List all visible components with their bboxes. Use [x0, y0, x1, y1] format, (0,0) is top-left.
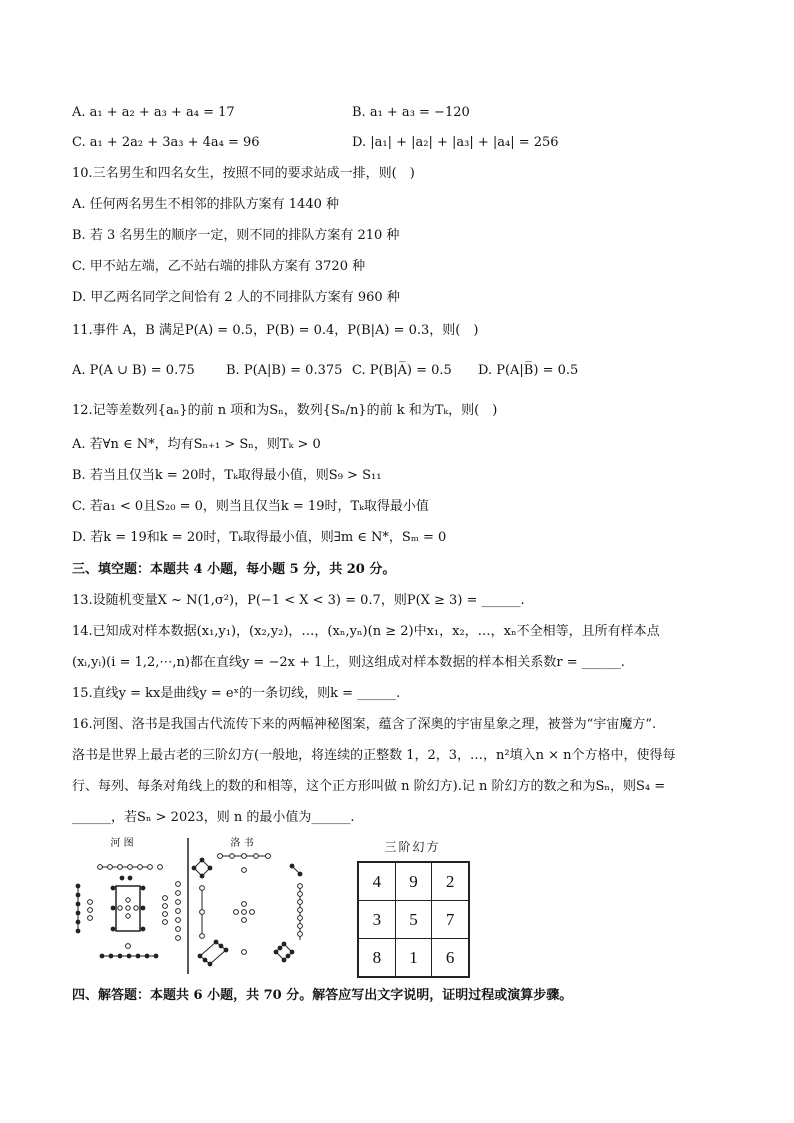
- q9-option-d: D. |a₁| + |a₂| + |a₃| + |a₄| = 256: [352, 135, 559, 150]
- q16-line-4: ______，若Sₙ > 2023，则 n 的最小值为______.: [72, 810, 355, 825]
- q11-option-d: D. P(A|B̅) = 0.5: [478, 363, 579, 378]
- magic-square-cell: 7: [432, 901, 469, 939]
- q11-option-a: A. P(A ∪ B) = 0.75: [72, 363, 195, 378]
- q12-option-d: D. 若k = 19和k = 20时，Tₖ取得最小值，则∃m ∈ N*，Sₘ = 0: [72, 530, 447, 545]
- q12-option-a: A. 若∀n ∈ N*，均有Sₙ₊₁ > Sₙ，则Tₖ > 0: [72, 437, 321, 452]
- magic-square-cell: 6: [432, 939, 469, 978]
- magic-square-title: 三阶幻方: [384, 840, 441, 854]
- q16-line-1: 16.河图、洛书是我国古代流传下来的两幅神秘图案，蕴含了深奥的宇宙星象之理，被誉为“宇宙魔方”.: [72, 717, 657, 732]
- q14-line-2: (xᵢ,yᵢ)(i = 1,2,⋯,n)都在直线y = −2x + 1上，则这组成对样本数据的样本相关系数r = ______.: [72, 655, 625, 670]
- magic-square: [357, 861, 470, 978]
- q12-option-c: C. 若a₁ < 0且S₂₀ = 0，则当且仅当k = 19时，Tₖ取得最小值: [72, 499, 429, 514]
- q10-option-a: A. 任何两名男生不相邻的排队方案有 1440 种: [72, 197, 340, 212]
- q13: 13.设随机变量X ~ N(1,σ²)，P(−1 < X < 3) = 0.7，则P(X ≥ 3) = ______.: [72, 593, 525, 608]
- magic-square-cell: 9: [395, 862, 432, 901]
- luoshu-label: 洛 书: [230, 838, 254, 849]
- q12-stem: 12.记等差数列{aₙ}的前 n 项和为Sₙ，数列{Sₙ/n}的前 k 和为Tₖ，则( ): [72, 403, 498, 418]
- magic-square-cell: 4: [358, 862, 395, 901]
- magic-square-cell: 5: [395, 901, 432, 939]
- q9-option-a: A. a₁ + a₂ + a₃ + a₄ = 17: [72, 105, 235, 120]
- q11-option-b: B. P(A|B) = 0.375: [226, 363, 343, 378]
- section-3-heading: 三、填空题：本题共 4 小题，每小题 5 分，共 20 分。: [72, 562, 396, 577]
- magic-square-cell: 2: [432, 862, 469, 901]
- q16-line-3: 行、每列、每条对角线上的数的和相等，这个正方形叫做 n 阶幻方).记 n 阶幻方的数之和为Sₙ，则S₄ =: [72, 779, 666, 794]
- q10-option-d: D. 甲乙两名同学之间恰有 2 人的不同排队方案有 960 种: [72, 290, 400, 305]
- q10-option-c: C. 甲不站左端，乙不站右端的排队方案有 3720 种: [72, 259, 366, 274]
- hetu-luoshu-diagram: [70, 836, 360, 976]
- q15: 15.直线y = kx是曲线y = eˣ的一条切线，则k = ______.: [72, 686, 401, 701]
- q16-line-2: 洛书是世界上最古老的三阶幻方(一般地，将连续的正整数 1，2，3，…，n²填入n × n个方格中，使得每: [72, 748, 676, 763]
- q10-stem: 10.三名男生和四名女生，按照不同的要求站成一排，则( ): [72, 166, 415, 181]
- q12-option-b: B. 若当且仅当k = 20时，Tₖ取得最小值，则S₉ > S₁₁: [72, 468, 382, 483]
- magic-square-cell: 3: [358, 901, 395, 939]
- hetu-label: 河 图: [110, 838, 134, 849]
- q10-option-b: B. 若 3 名男生的顺序一定，则不同的排队方案有 210 种: [72, 228, 400, 243]
- q11-option-c: C. P(B|A̅) = 0.5: [352, 363, 452, 378]
- magic-square-figure: [355, 838, 470, 978]
- q14-line-1: 14.已知成对样本数据(x₁,y₁)，(x₂,y₂)，…，(xₙ,yₙ)(n ≥ 2)中x₁，x₂，…，xₙ不全相等，且所有样本点: [72, 624, 660, 639]
- q9-option-b: B. a₁ + a₃ = −120: [352, 105, 470, 120]
- section-4-heading: 四、解答题：本题共 6 小题，共 70 分。解答应写出文字说明，证明过程或演算步骤。: [72, 988, 573, 1003]
- magic-square-cell: 1: [395, 939, 432, 978]
- magic-square-cell: 8: [358, 939, 395, 978]
- q9-option-c: C. a₁ + 2a₂ + 3a₃ + 4a₄ = 96: [72, 135, 260, 150]
- q11-stem: 11.事件 A，B 满足P(A) = 0.5，P(B) = 0.4，P(B|A) = 0.3，则( ): [72, 323, 479, 338]
